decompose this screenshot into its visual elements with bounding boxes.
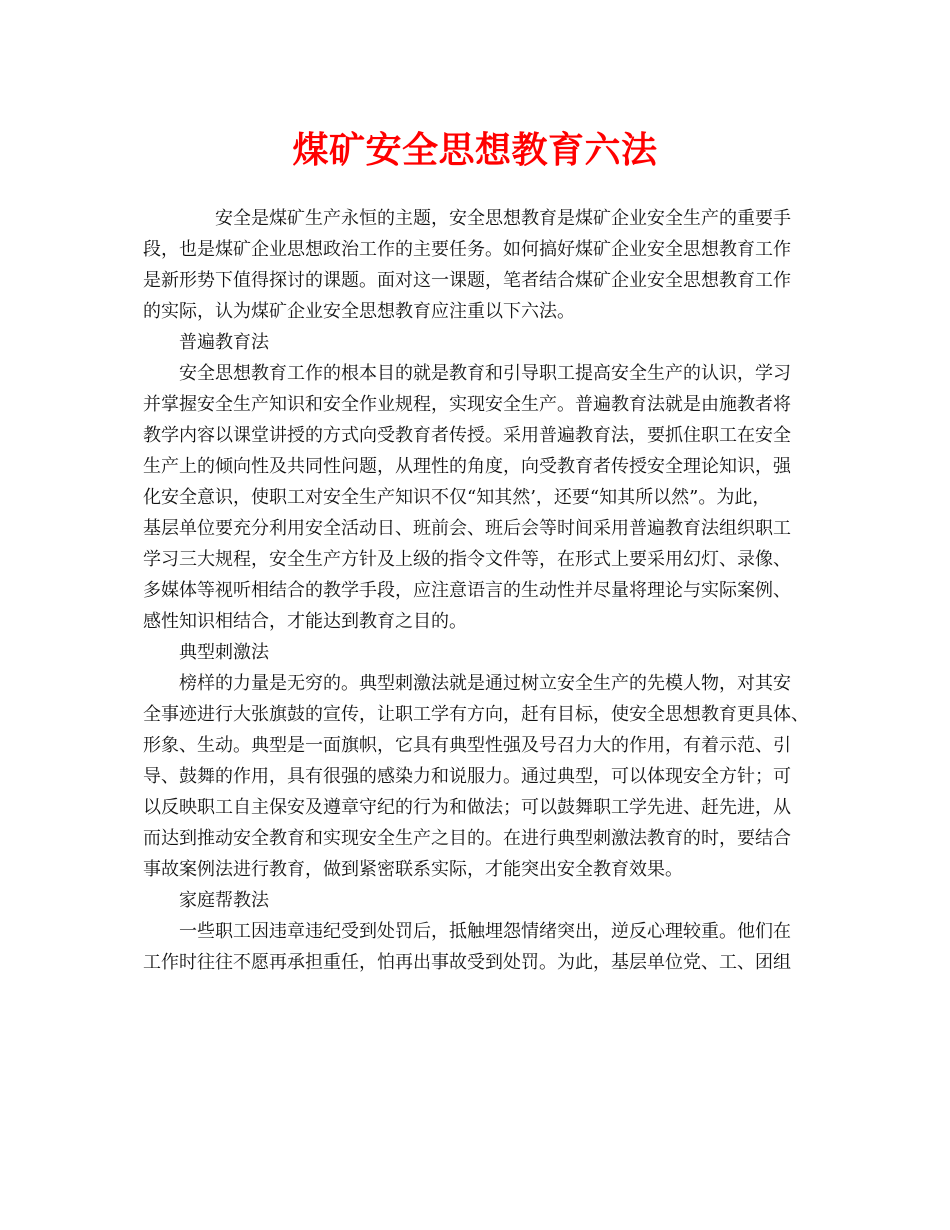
text-line: 安全思想教育工作的根本目的就是教育和引导职工提高安全生产的认识，学习 <box>179 363 791 384</box>
text-line: 生产上的倾向性及共同性问题，从理性的角度，向受教育者传授安全理论知识，强 <box>143 456 791 477</box>
text-line: 基层单位要充分利用安全活动日、班前会、班后会等时间采用普遍教育法组织职工 <box>143 518 791 539</box>
text-line: 导、鼓舞的作用，具有很强的感染力和说服力。通过典型，可以体现安全方针；可 <box>143 766 791 787</box>
text-line: 一些职工因违章违纪受到处罚后，抵触埋怨情绪突出，逆反心理较重。他们在 <box>179 921 791 942</box>
text-line: 学习三大规程，安全生产方针及上级的指令文件等，在形式上要采用幻灯、录像、 <box>143 549 791 570</box>
section-paragraph <box>143 916 823 978</box>
section-heading: 典型刺激法 <box>179 642 269 663</box>
intro-paragraph <box>143 203 823 327</box>
text-line: 榜样的力量是无穷的。典型刺激法就是通过树立安全生产的先模人物，对其安 <box>179 673 791 694</box>
text-line: 是新形势下值得探讨的课题。面对这一课题，笔者结合煤矿企业安全思想教育工作 <box>143 270 791 291</box>
document-body <box>143 203 823 978</box>
text-line: 的实际，认为煤矿企业安全思想教育应注重以下六法。 <box>143 301 575 322</box>
text-line: 安全是煤矿生产永恒的主题，安全思想教育是煤矿企业安全生产的重要手 <box>215 208 791 229</box>
text-line: 并掌握安全生产知识和安全作业规程，实现安全生产。普遍教育法就是由施教者将 <box>143 394 791 415</box>
text-line: 教学内容以课堂讲授的方式向受教育者传授。采用普遍教育法，要抓住职工在安全 <box>143 425 791 446</box>
text-line: 形象、生动。典型是一面旗帜，它具有典型性强及号召力大的作用，有着示范、引 <box>143 735 791 756</box>
text-line: 而达到推动安全教育和实现安全生产之目的。在进行典型刺激法教育的时，要结合 <box>143 828 791 849</box>
text-line: 感性知识相结合，才能达到教育之目的。 <box>143 611 467 632</box>
section-paragraph <box>143 668 823 885</box>
text-line: 工作时往往不愿再承担重任，怕再出事故受到处罚。为此，基层单位党、工、团组 <box>143 952 791 973</box>
section-heading: 家庭帮教法 <box>179 890 269 911</box>
text-line: 事故案例法进行教育，做到紧密联系实际，才能突出安全教育效果。 <box>143 859 683 880</box>
text-line: 段，也是煤矿企业思想政治工作的主要任务。如何搞好煤矿企业安全思想教育工作 <box>143 239 791 260</box>
text-line: 以反映职工自主保安及遵章守纪的行为和做法；可以鼓舞职工学先进、赶先进，从 <box>143 797 791 818</box>
text-line: 全事迹进行大张旗鼓的宣传，让职工学有方向，赶有目标，使安全思想教育更具体、 <box>143 704 809 725</box>
section-heading: 普遍教育法 <box>179 332 269 353</box>
section-paragraph <box>143 358 823 637</box>
text-line: 化安全意识，使职工对安全生产知识不仅“知其然’，还要“知其所以然”。为此， <box>143 487 771 508</box>
text-line: 多媒体等视听相结合的教学手段，应注意语言的生动性并尽量将理论与实际案例、 <box>143 580 791 601</box>
document-title: 煤矿安全思想教育六法 <box>292 129 658 171</box>
